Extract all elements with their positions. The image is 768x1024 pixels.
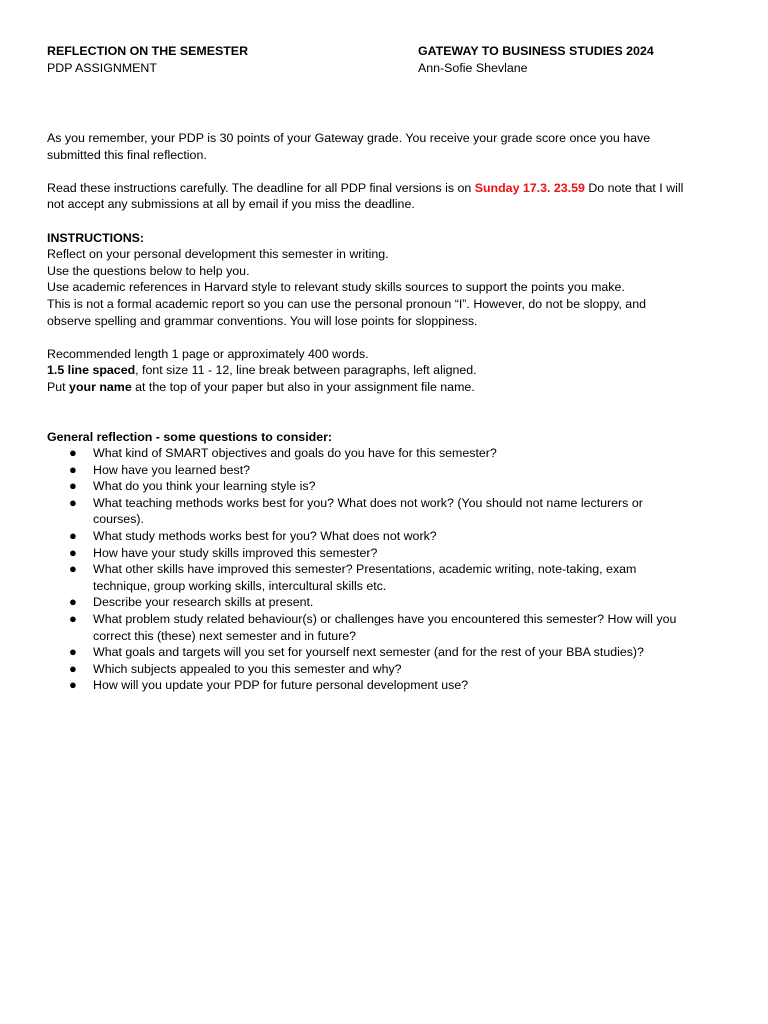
reflection-heading: General reflection - some questions to consider: bbox=[47, 429, 333, 444]
document-header bbox=[47, 43, 727, 79]
intro-paragraph bbox=[47, 130, 727, 163]
instructions-heading: INSTRUCTIONS: bbox=[47, 230, 145, 245]
recommended-length: Recommended length 1 page or approximately 400 words. bbox=[47, 346, 369, 361]
question-item bbox=[47, 611, 727, 644]
bullet-icon: ● bbox=[69, 594, 77, 610]
question-item bbox=[47, 478, 727, 495]
intro-line-2: submitted this final reflection. bbox=[47, 147, 207, 162]
bullet-icon: ● bbox=[69, 677, 77, 693]
assignment-label: PDP ASSIGNMENT bbox=[47, 60, 157, 75]
author-name: Ann-Sofie Shevlane bbox=[418, 60, 528, 75]
bullet-icon: ● bbox=[69, 561, 77, 577]
name-emphasis: your name bbox=[69, 379, 132, 394]
bullet-icon: ● bbox=[69, 544, 77, 560]
name-line-end: at the top of your paper but also in your assignment file name. bbox=[131, 379, 475, 394]
question-text: What other skills have improved this semester? Presentations, academic writing, note-taking, exam bbox=[93, 562, 637, 577]
document-title: REFLECTION ON THE SEMESTER bbox=[47, 44, 249, 58]
bullet-icon: ● bbox=[69, 644, 77, 660]
question-item bbox=[47, 545, 727, 562]
question-text: What study methods works best for you? What does not work? bbox=[93, 529, 437, 544]
bullet-icon: ● bbox=[69, 461, 77, 477]
intro-line-1: As you remember, your PDP is 30 points of your Gateway grade. You receive your grade score once you have bbox=[47, 131, 651, 145]
question-text: What kind of SMART objectives and goals do you have for this semester? bbox=[93, 446, 497, 461]
question-text: How have you learned best? bbox=[93, 462, 251, 477]
question-list bbox=[47, 445, 727, 694]
question-text-continued: correct this (these) next semester and in future? bbox=[93, 628, 357, 643]
bullet-icon: ● bbox=[69, 494, 77, 510]
spacing-line bbox=[47, 362, 727, 379]
bullet-icon: ● bbox=[69, 611, 77, 627]
format-paragraph bbox=[47, 346, 727, 396]
question-text-continued: courses). bbox=[93, 512, 144, 527]
question-text: Describe your research skills at present. bbox=[93, 595, 314, 610]
question-item bbox=[47, 661, 727, 678]
document-body bbox=[47, 130, 727, 694]
question-text-continued: technique, group working skills, intercultural skills etc. bbox=[93, 578, 387, 593]
spacing-details: , font size 11 - 12, line break between paragraphs, left aligned. bbox=[135, 363, 477, 378]
question-item bbox=[47, 561, 727, 594]
deadline-line-2: not accept any submissions at all by email if you miss the deadline. bbox=[47, 197, 415, 212]
question-text: How have your study skills improved this semester? bbox=[93, 545, 378, 560]
instruction-line: Use the questions below to help you. bbox=[47, 263, 250, 278]
question-item bbox=[47, 677, 727, 694]
bullet-icon: ● bbox=[69, 660, 77, 676]
deadline-date: Sunday 17.3. 23.59 bbox=[474, 180, 585, 195]
question-item bbox=[47, 495, 727, 528]
deadline-text-after: Do note that I will bbox=[584, 180, 684, 195]
name-line bbox=[47, 379, 727, 396]
spacing-emphasis: 1.5 line spaced bbox=[47, 363, 136, 378]
question-item bbox=[47, 462, 727, 479]
question-item bbox=[47, 528, 727, 545]
question-text: What teaching methods works best for you? What does not work? (You should not name lecturers or bbox=[93, 495, 643, 510]
question-text: What goals and targets will you set for yourself next semester (and for the rest of your BBA studies)? bbox=[93, 645, 644, 660]
bullet-icon: ● bbox=[69, 478, 77, 494]
question-item bbox=[47, 445, 727, 462]
instruction-line: Reflect on your personal development this semester in writing. bbox=[47, 247, 389, 262]
question-text: Which subjects appealed to you this semester and why? bbox=[93, 661, 402, 676]
deadline-paragraph bbox=[47, 180, 727, 213]
reflection-section bbox=[47, 429, 727, 695]
instructions-paragraph bbox=[47, 230, 727, 330]
question-text: What problem study related behaviour(s) or challenges have you encountered this semester? How will you bbox=[93, 612, 677, 627]
header-right bbox=[418, 43, 654, 76]
deadline-text: Read these instructions carefully. The deadline for all PDP final versions is on bbox=[47, 180, 475, 195]
bullet-icon: ● bbox=[69, 445, 77, 461]
name-line-start: Put bbox=[47, 379, 70, 394]
header-left bbox=[47, 43, 248, 76]
question-text: How will you update your PDP for future personal development use? bbox=[93, 678, 469, 693]
course-title: GATEWAY TO BUSINESS STUDIES 2024 bbox=[418, 44, 654, 58]
question-item bbox=[47, 644, 727, 661]
question-text: What do you think your learning style is? bbox=[93, 479, 316, 494]
instruction-line: Use academic references in Harvard style to relevant study skills sources to support the points you make. bbox=[47, 280, 625, 295]
deadline-line-1 bbox=[47, 180, 727, 197]
instruction-line: observe spelling and grammar conventions. You will lose points for sloppiness. bbox=[47, 313, 478, 328]
bullet-icon: ● bbox=[69, 528, 77, 544]
question-item bbox=[47, 594, 727, 611]
document-page bbox=[47, 43, 727, 694]
instruction-line: This is not a formal academic report so you can use the personal pronoun “I”. However, do not be sloppy, and bbox=[47, 296, 646, 311]
